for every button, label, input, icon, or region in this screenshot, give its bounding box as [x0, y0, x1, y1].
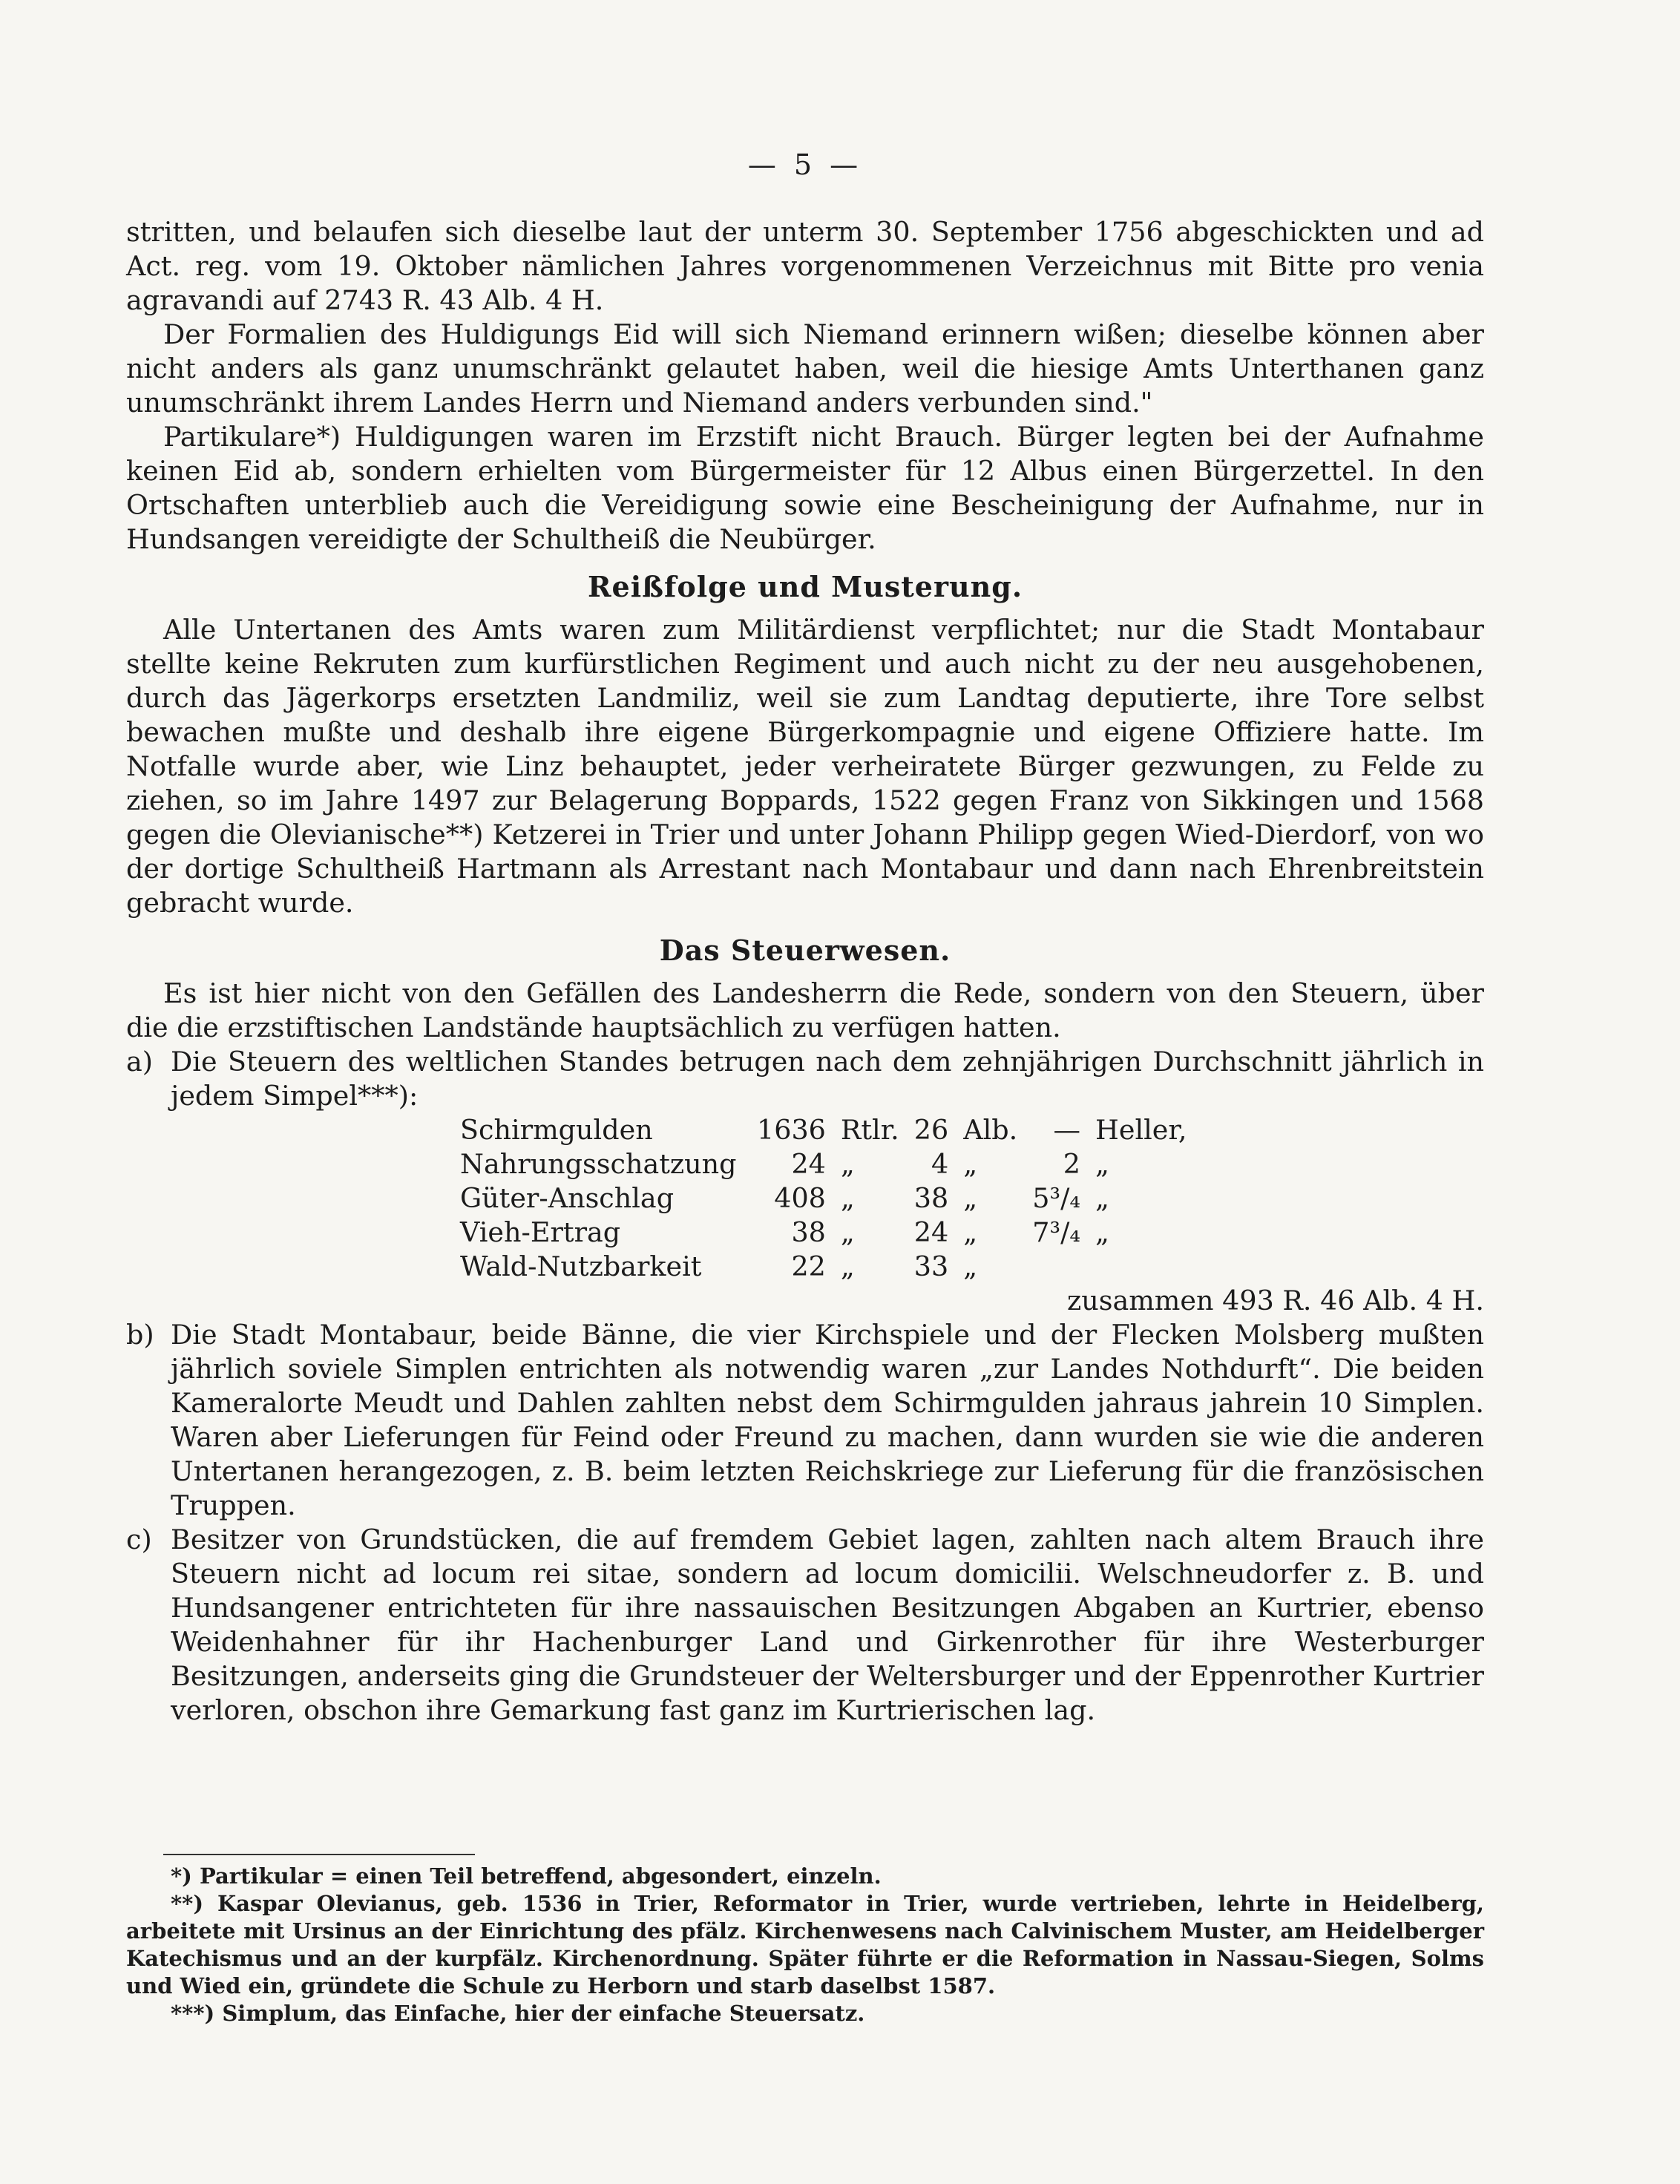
item-b [126, 1318, 1484, 1523]
body-text [126, 215, 1484, 1728]
tax-rtlr: 408 [774, 1182, 826, 1214]
footnote-2: **) Kaspar Olevianus, geb. 1536 in Trier, Reformator in Trier, wurde vertrieben, lehrte in Heidelberg, arbeitete mit Ursinus an der Einrichtung des pfälz. Kirchenwesens nach Calvinischem Muster, am Heidelberger Katechismus und an der kurpfälz. Kirchenordnung. Später führte er die Reformation in Nassau-Siegen, Solms und Wied ein, gründete die Schule zu Herborn und starb daselbst 1587. [126, 1891, 1484, 1998]
tax-name: Vieh-Ertrag [460, 1216, 621, 1248]
tax-heller: 7³/₄ [1032, 1216, 1081, 1248]
footnote-1: *) Partikular = einen Teil betreffend, abgesondert, einzeln. [171, 1863, 882, 1889]
tax-unit: Alb. [963, 1114, 1018, 1146]
tax-unit: „ [1095, 1216, 1109, 1248]
tax-alb: 26 [913, 1114, 949, 1146]
tax-heller: 2 [1063, 1148, 1081, 1180]
tax-alb: 33 [913, 1250, 949, 1282]
tax-alb: 4 [931, 1148, 949, 1180]
tax-unit: „ [1095, 1148, 1109, 1180]
item-b-text: Die Stadt Montabaur, beide Bänne, die vier Kirchspiele und der Flecken Molsberg mußten jährlich soviele Simplen entrichten als notwendig waren „zur Landes Nothdurft“. Die beiden Kameralorte Meudt und Dahlen zahlten nebst dem Schirmgulden jahraus jahrein 10 Simplen. Waren aber Lieferungen für Feind oder Freund zu machen, dann wurden sie wie die anderen Untertanen herangezogen, z. B. beim letzten Reichskriege zur Lieferung für die französischen Truppen. [171, 1319, 1484, 1521]
tax-rtlr: 1636 [757, 1114, 826, 1146]
tax-name: Wald-Nutzbarkeit [460, 1250, 702, 1282]
item-c-label: c) [126, 1524, 152, 1555]
tax-unit: „ [840, 1182, 855, 1214]
paragraph-steuer-intro: Es ist hier nicht von den Gefällen des Landesherrn die Rede, sondern von den Steuern, über die die erzstiftischen Landstände hauptsächlich zu verfügen hatten. [126, 977, 1484, 1043]
table-row [453, 1147, 1194, 1181]
tax-unit: Rtlr. [840, 1114, 899, 1146]
footnotes [126, 1854, 1484, 2027]
tax-heller: — [1053, 1114, 1081, 1146]
item-a-text: Die Steuern des weltlichen Standes betrugen nach dem zehnjährigen Durchschnitt jährlich in jedem Simpel***): [171, 1046, 1484, 1112]
tax-heller [1025, 1250, 1088, 1284]
tax-unit: „ [840, 1148, 855, 1180]
table-row [453, 1113, 1194, 1147]
tax-unit: „ [963, 1250, 978, 1282]
paragraph-2: Der Formalien des Huldigungs Eid will sich Niemand erinnern wißen; dieselbe können aber nicht anders als ganz unumschränkt gelautet haben, weil die hiesige Amts Unterthanen ganz unumschränkt ihrem Landes Herrn und Niemand anders verbunden sind." [126, 318, 1484, 419]
page-number: — 5 — [747, 148, 863, 181]
table-row [453, 1250, 1194, 1284]
tax-heller: 5³/₄ [1032, 1182, 1081, 1214]
tax-rtlr: 22 [791, 1250, 826, 1282]
heading-steuerwesen: Das Steuerwesen. [659, 934, 951, 967]
tax-alb: 24 [913, 1216, 949, 1248]
tax-name: Nahrungsschatzung [460, 1148, 737, 1180]
item-b-label: b) [126, 1319, 154, 1351]
tax-unit: „ [1095, 1182, 1109, 1214]
footnote-divider [163, 1854, 475, 1855]
tax-alb: 38 [913, 1182, 949, 1214]
item-c [126, 1523, 1484, 1728]
table-row [453, 1181, 1194, 1216]
tax-name: Schirmgulden [460, 1114, 653, 1146]
tax-name: Güter-Anschlag [460, 1182, 675, 1214]
paragraph-reissfolge: Alle Untertanen des Amts waren zum Militärdienst verpflichtet; nur die Stadt Montabaur stellte keine Rekruten zum kurfürstlichen Regiment und auch nicht zu der neu ausgehobenen, durch das Jägerkorps ersetzten Landmiliz, weil sie zum Landtag deputierte, ihre Tore selbst bewachen mußte und deshalb ihre eigene Bürgerkompagnie und eigene Offiziere hatte. Im Notfalle wurde aber, wie Linz behauptet, jeder verheiratete Bürger gezwungen, zu Felde zu ziehen, so im Jahre 1497 zur Belagerung Boppards, 1522 gegen Franz von Sikkingen und 1568 gegen die Olevianische**) Ketzerei in Trier und unter Johann Philipp gegen Wied-Dierdorf, von wo der dortige Schultheiß Hartmann als Arrestant nach Montabaur und dann nach Ehrenbreitstein gebracht wurde. [126, 614, 1484, 919]
tax-unit: „ [963, 1148, 978, 1180]
footnote-3: ***) Simplum, das Einfache, hier der einfache Steuersatz. [171, 2001, 865, 2026]
item-a-label: a) [126, 1046, 154, 1078]
tax-table [453, 1113, 1194, 1284]
paragraph-3: Partikulare*) Huldigungen waren im Erzstift nicht Brauch. Bürger legten bei der Aufnahme keinen Eid ab, sondern erhielten vom Bürgermeister für 12 Albus einen Bürgerzettel. In den Ortschaften unterblieb auch die Vereidigung sowie eine Bescheinigung der Aufnahme, nur in Hundsangen vereidigte der Schultheiß die Neubürger. [126, 421, 1484, 555]
tax-unit: „ [963, 1182, 978, 1214]
table-row [453, 1216, 1194, 1250]
tax-total: zusammen 493 R. 46 Alb. 4 H. [1066, 1285, 1484, 1316]
tax-unit: Heller, [1095, 1114, 1187, 1146]
item-c-text: Besitzer von Grundstücken, die auf fremdem Gebiet lagen, zahlten nach altem Brauch ihre Steuern nicht ad locum rei sitae, sondern ad locum domicilii. Welschneudorfer z. B. und Hundsangener entrichteten für ihre nassauischen Besitzungen Abgaben an Kurtrier, ebenso Weidenhahner für ihr Hachenburger Land und Girkenrother für ihre Westerburger Besitzungen, anderseits ging die Grundsteuer der Weltersburger und der Eppenrother Kurtrier verloren, obschon ihre Gemarkung fast ganz im Kurtrierischen lag. [171, 1524, 1484, 1726]
heading-reissfolge: Reißfolge und Musterung. [587, 570, 1023, 603]
tax-unit: „ [840, 1216, 855, 1248]
paragraph-1: stritten, und belaufen sich dieselbe laut der unterm 30. September 1756 abgeschickten und ad Act. reg. vom 19. Oktober nämlichen Jahres vorgenommenen Verzeichnus mit Bitte pro venia agravandi auf 2743 R. 43 Alb. 4 H. [126, 216, 1484, 316]
tax-rtlr: 24 [791, 1148, 826, 1180]
item-a [126, 1045, 1484, 1113]
tax-unit: „ [963, 1216, 978, 1248]
tax-rtlr: 38 [791, 1216, 826, 1248]
tax-unit: „ [840, 1250, 855, 1282]
tax-unit [1088, 1250, 1194, 1284]
